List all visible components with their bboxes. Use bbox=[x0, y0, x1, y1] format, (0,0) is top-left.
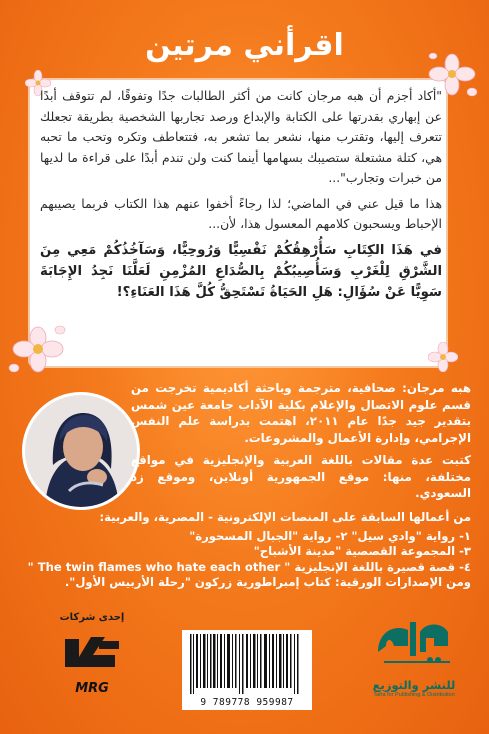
author-bio-paragraph: كتبت عدة مقالات باللغة العربية والإنجليزية في مواقع مختلفة، منها: موقع الجمهورية أونلاين، وموقع زد السعودي. bbox=[131, 453, 471, 500]
tafra-logo-icon bbox=[364, 612, 464, 672]
publisher-logo bbox=[359, 612, 469, 712]
isbn-barcode bbox=[182, 630, 312, 710]
flower-bottom-left-icon bbox=[8, 322, 68, 377]
publisher-english: Tafra for Publishing & Distribution bbox=[373, 692, 455, 698]
author-bio-paragraph: هبه مرجان: صحافية، مترجمة وباحثة أكاديمية تخرجت من قسم علوم الاتصال والإعلام بكلية الآداب جامعة عين شمس بتقدير جيد جدًا عام ٢٠١١، اهتمت بدراسة علم النفس الإجرامي، وإدارة الأعمال والمشروعات. bbox=[131, 381, 472, 445]
works-item: ١- رواية "وادي سيل" ٢- رواية "الجبال المسحورة" bbox=[189, 528, 471, 543]
isbn-number: 9 789778 959987 bbox=[200, 697, 294, 708]
blurb-text bbox=[40, 86, 442, 308]
works-heading: من أعمالها السابقة على المنصات الإلكترونية - المصرية، والعربية: bbox=[99, 510, 471, 524]
blurb-paragraph: هذا ما قيل عني في الماضي؛ لذا رجاءً أخفوا عنهم هذا الكتاب فربما يصيبهم الإحباط ويسحبون كلامهم المعسول هذا، لأن... bbox=[40, 195, 442, 231]
publisher-name: للنشر والتوزيع bbox=[372, 678, 456, 692]
previous-works bbox=[16, 510, 471, 591]
works-item: ومن الإصدارات الورقية: كتاب إمبراطورية زركون "رحلة الأربيس الأول". bbox=[64, 575, 471, 589]
flower-bottom-right-icon bbox=[428, 342, 458, 372]
blurb-paragraph: "أكاد أجزم أن هبه مرجان كانت من أكثر الطالبات جدًا وتفوقًا، لم تتوقف أبدًا عن إبهاري بقدرتها على الكتابة والإبداع ورصد تجاربها الشخصية بطريقة تجعلك تتعرف إليها، وتقترب منها، نشعر بما تشعر به، فتتعاطف وتكره وتحب ما تحبه هي، كتلة مشتعلة ستصيبك بسهامها أينما كنت ولن تندم أبدًا على قراءة ما لديها من خبرات وتجارب"... bbox=[40, 88, 442, 185]
group-logo-text: MRG bbox=[75, 681, 109, 696]
book-title: اقرأني مرتين bbox=[145, 28, 344, 63]
blurb-question: في هَذَا الكِتَابِ سَأُرْهِقُكُمْ نَفْسِيًّا وَرُوحِيًّا، وَسَآخُذُكُمْ مَعِي مِنَ الشَّرْقِ لِلْغَرْبِ وَسَأُصِيبُكُمْ بِالصُّدَاعِ المُزْمِنِ لَعَلَّنَا نَجِدُ الإِجَابَةَ سَوِيًّا عَنْ سُؤَالِ: هَلِ الحَيَاةُ تَسْتَحِقُّ كُلَّ هَذَا العَنَاءِ؟! bbox=[40, 242, 442, 300]
group-logo bbox=[52, 612, 132, 708]
author-photo bbox=[22, 392, 140, 510]
works-item: ٣- المجموعة القصصية "مدينة الأشباح" bbox=[253, 544, 471, 558]
barcode-icon bbox=[182, 634, 312, 696]
mrg-logo-icon bbox=[57, 627, 127, 677]
author-bio bbox=[131, 380, 471, 508]
works-item: ٤- قصة قصيرة باللغة الإنجليزية " The twin flames who hate each other " bbox=[27, 559, 471, 574]
group-caption: إحدى شركات bbox=[59, 612, 125, 623]
